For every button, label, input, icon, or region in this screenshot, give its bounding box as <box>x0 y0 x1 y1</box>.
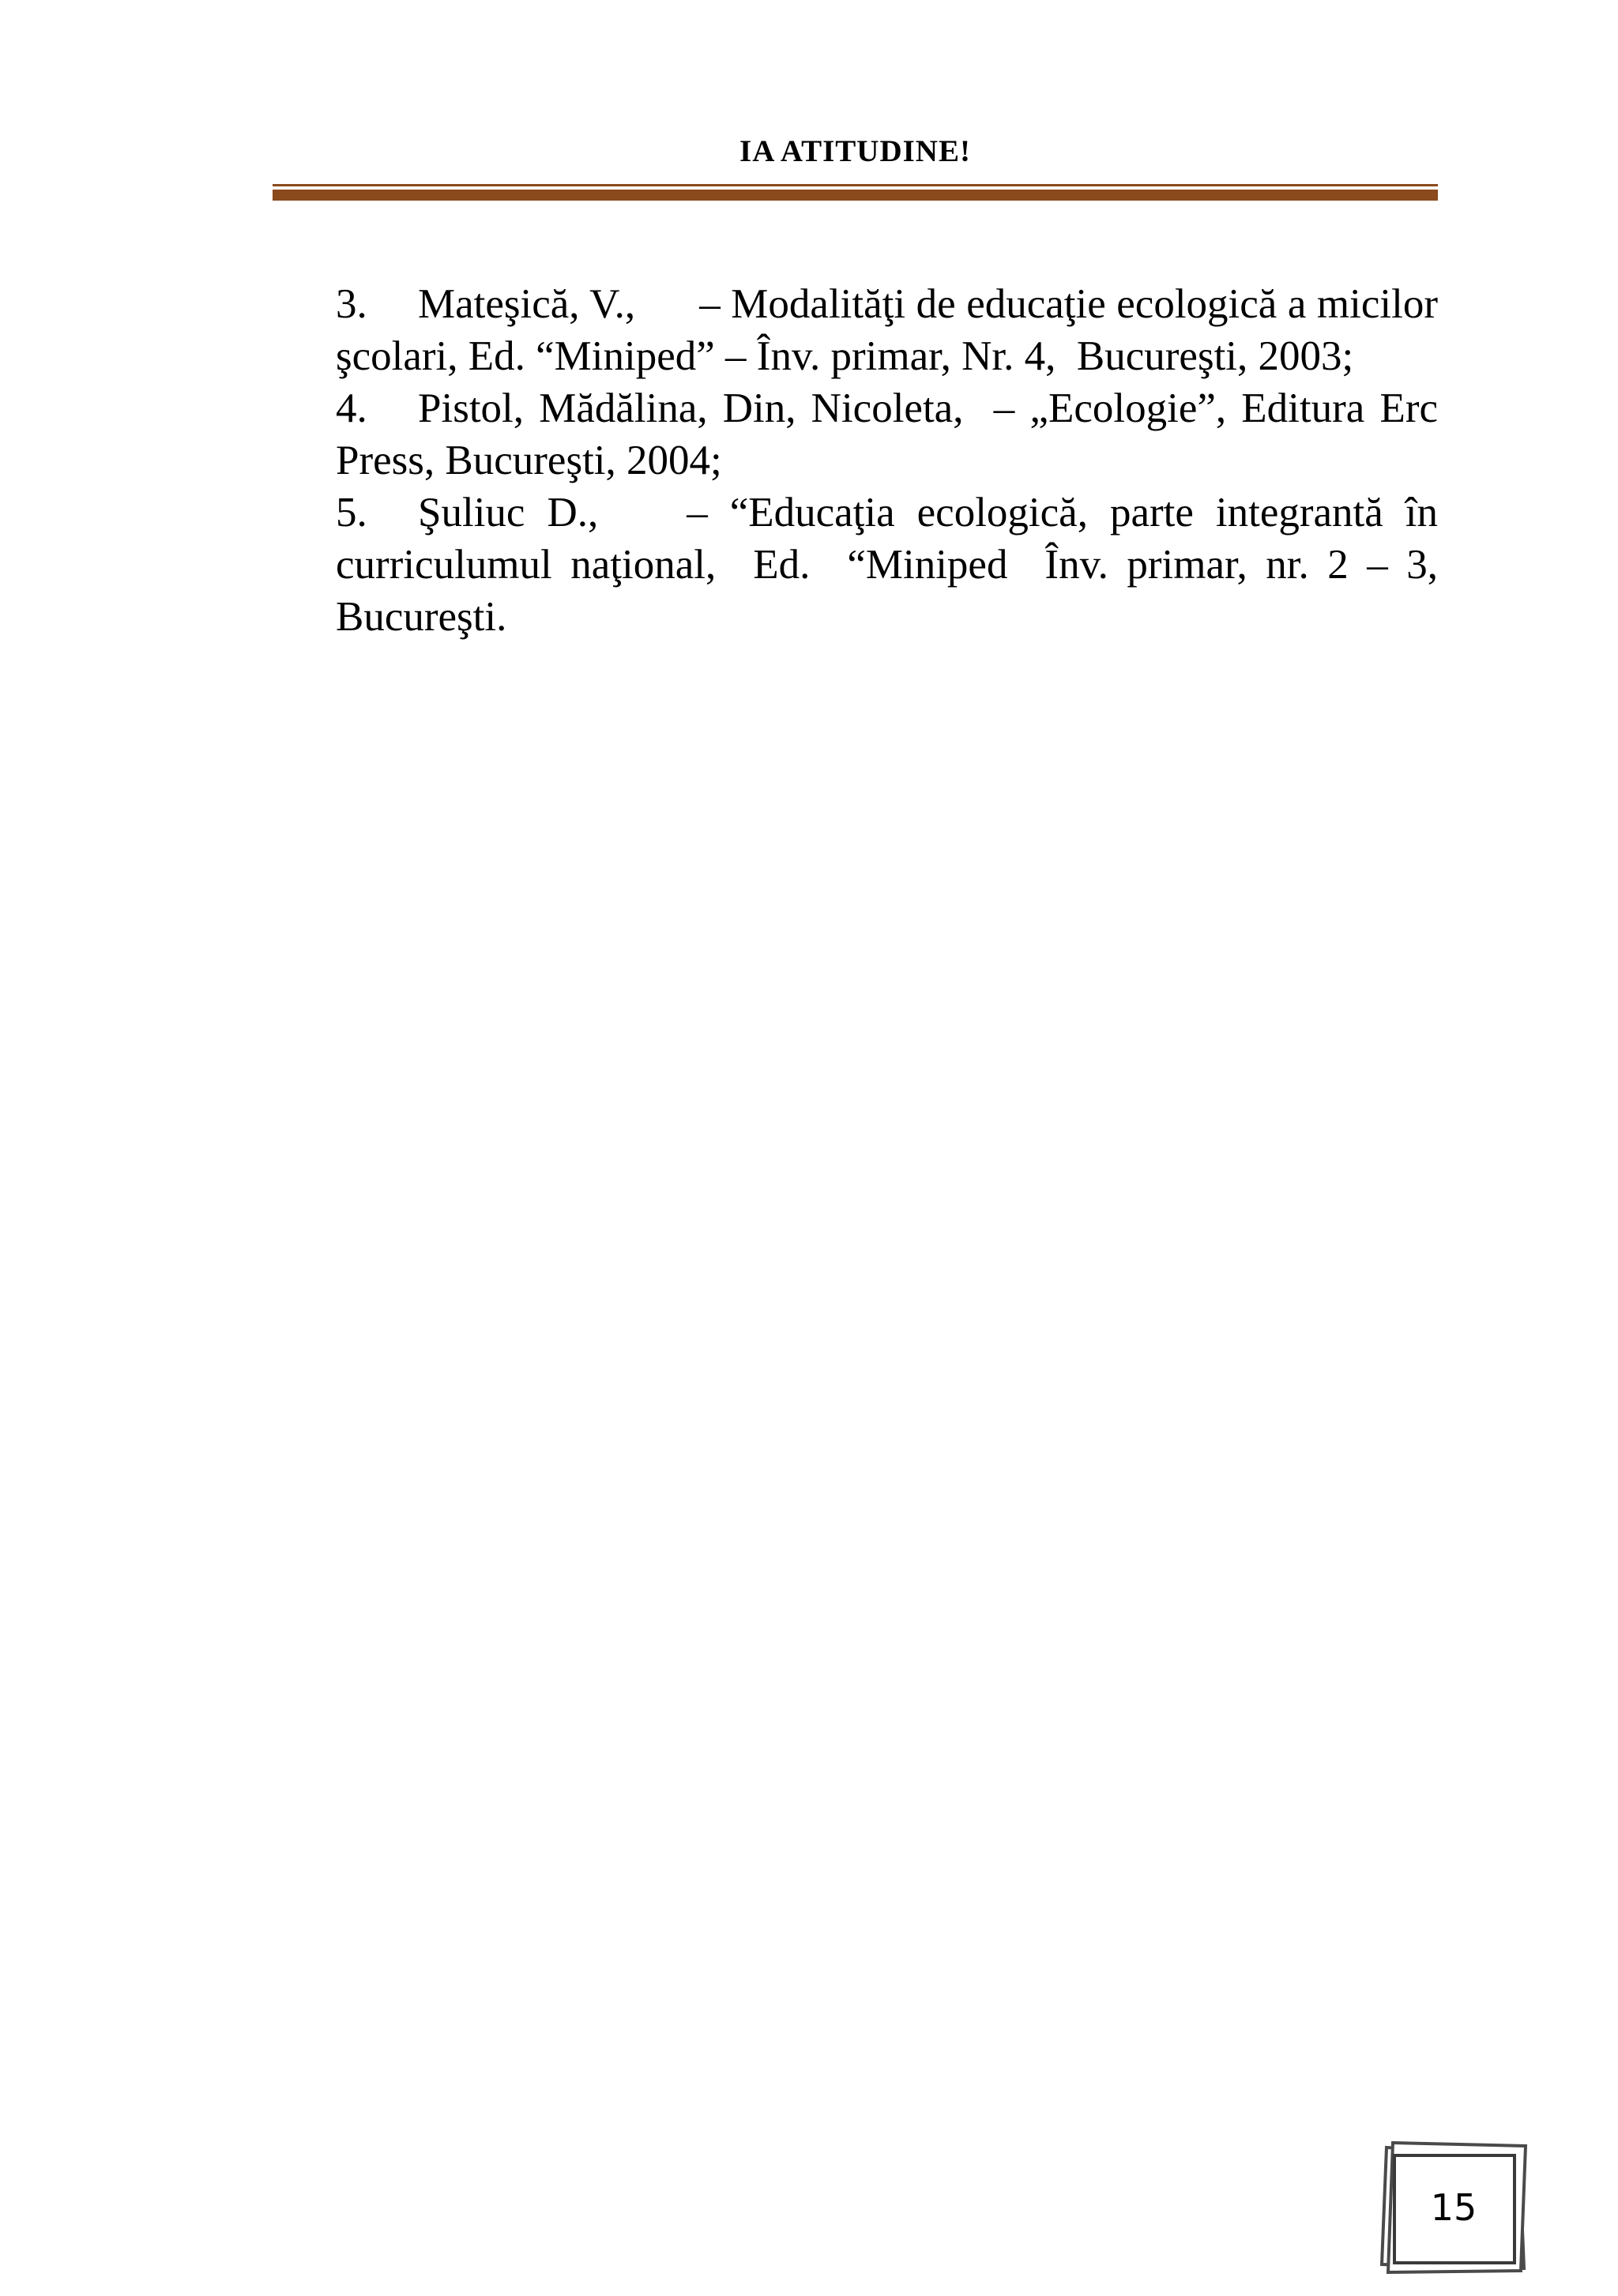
bibliography-entry <box>336 278 1449 382</box>
bibliography-entry <box>336 382 1449 487</box>
entry-number: 3. <box>336 281 367 327</box>
entry-number: 4. <box>336 385 367 431</box>
page-number-frame <box>1379 2138 1529 2276</box>
entry-number: 5. <box>336 490 367 535</box>
running-header: IA ATITUDINE! <box>739 134 971 168</box>
header-rule-thin <box>273 184 1438 186</box>
page-number: 15 <box>1430 2185 1477 2229</box>
bibliography-entry <box>336 487 1449 643</box>
entry-text: Mateşică, V., – Modalităţi de educaţie ecologică a micilor şcolari, Ed. “Miniped” – Înv. primar, Nr. 4, Bucureşti, 2003; <box>336 281 1449 379</box>
bibliography-list <box>336 278 1449 643</box>
entry-text: Şuliuc D., – “Educaţia ecologică, parte integrantă în curriculumul naţional, Ed. “Miniped Înv. primar, nr. 2 – 3, Bucureşti. <box>336 490 1449 640</box>
header-rule-thick <box>273 190 1438 201</box>
entry-text: Pistol, Mădălina, Din, Nicoleta, – „Ecologie”, Editura Erc Press, Bucureşti, 2004; <box>336 385 1449 483</box>
